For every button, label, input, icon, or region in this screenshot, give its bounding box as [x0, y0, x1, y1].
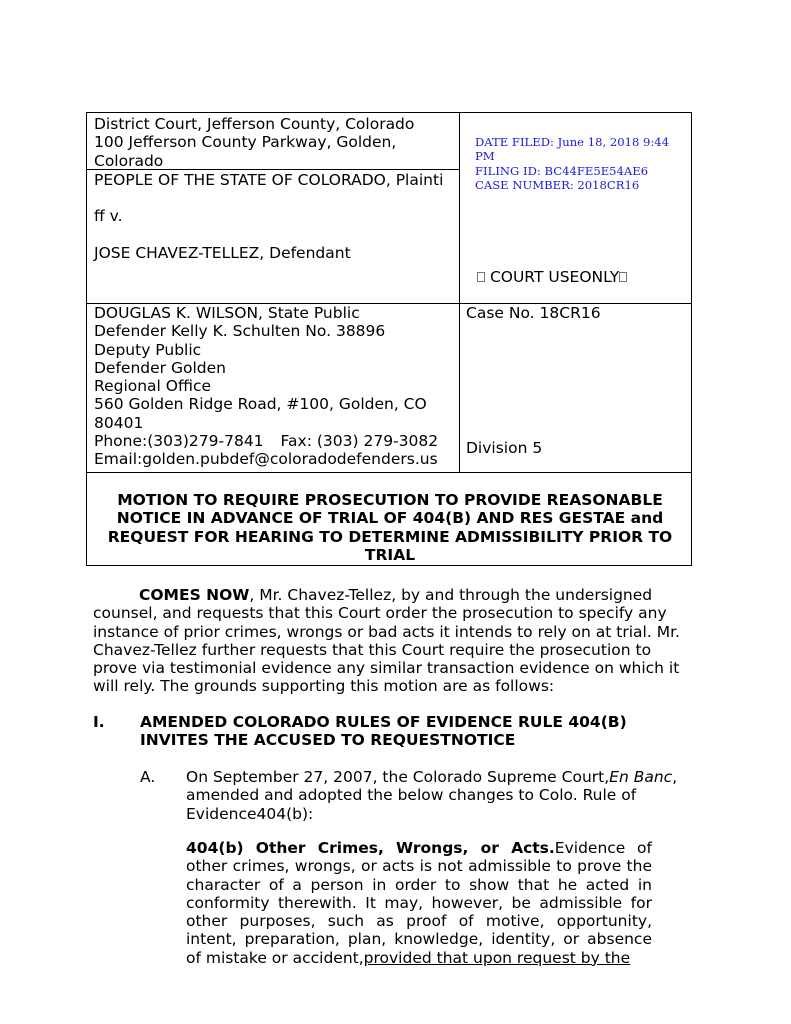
en-banc: En Banc	[609, 768, 673, 786]
court-name: District Court, Jefferson County, Colorado	[94, 115, 415, 133]
counsel-email: Email:golden.pubdef@coloradodefenders.us	[94, 450, 438, 469]
court-use-only-label	[477, 268, 687, 286]
section-title: AMENDED COLORADO RULES OF EVIDENCE RULE 404(B) INVITES THE ACCUSED TO REQUESTNOTICE	[140, 713, 627, 750]
subsection-text-part: On September 27, 2007, the Colorado Supreme Court,	[186, 768, 610, 786]
parties-block	[94, 171, 454, 262]
caption-vertical-divider	[459, 113, 460, 472]
motion-title: MOTION TO REQUIRE PROSECUTION TO PROVIDE REASONABLE NOTICE IN ADVANCE OF TRIAL OF 404(B) AND RES GESTAE and REQUEST FOR HEARING TO DETERMINE ADMISSIBILITY PRIOR TO TRIAL	[107, 491, 673, 564]
case-number: Case No. 18CR16	[466, 304, 601, 322]
defendant: JOSE CHAVEZ-TELLEZ, Defendant	[94, 243, 351, 262]
court-block	[94, 115, 454, 170]
counsel-address: 560 Golden Ridge Road, #100, Golden, CO	[94, 395, 427, 414]
checkbox-glyph-icon	[477, 272, 485, 282]
checkbox-glyph-icon	[619, 272, 627, 282]
versus: ff v.	[94, 207, 123, 226]
rule-text: Evidence of other crimes, wrongs, or acts is not admissible to prove the character of a person in order to show that he acted in conformity therewith. It may, however, be admissible for other purposes, such as proof of motive, opportunity, intent, preparation, plan, knowledge, identity, or absence of mistake or accident,	[186, 839, 652, 967]
case-caption-table	[86, 112, 692, 566]
counsel-line: Defender Kelly K. Schulten No. 38896	[94, 322, 386, 341]
counsel-block	[94, 304, 454, 469]
counsel-zip: 80401	[94, 413, 144, 432]
caption-divider-title	[87, 472, 691, 473]
rule-heading: 404(b) Other Crimes, Wrongs, or Acts.	[186, 839, 555, 857]
subsection-letter: A.	[140, 768, 156, 786]
counsel-contact	[94, 432, 454, 450]
court-address: 100 Jefferson County Parkway, Golden, Colorado	[94, 133, 397, 170]
counsel-line: Defender Golden	[94, 358, 226, 377]
subsection-text-part: , amended and adopted the below changes to Colo. Rule of Evidence404(b):	[186, 768, 678, 823]
division: Division 5	[466, 439, 543, 457]
subsection-text	[186, 768, 686, 823]
filing-stamp	[475, 135, 690, 193]
rule-underlined-text: provided that upon request by the	[363, 948, 631, 967]
counsel-phone: Phone:(303)279-7841	[94, 432, 264, 451]
court-use-only-text: COURT USEONLY	[489, 268, 620, 286]
rule-quote	[186, 839, 652, 967]
counsel-line: Deputy Public	[94, 340, 202, 359]
counsel-fax: Fax: (303) 279-3082	[280, 432, 439, 451]
section-number: I.	[93, 713, 105, 731]
case-number-stamp: CASE NUMBER: 2018CR16	[475, 178, 640, 193]
counsel-line: Regional Office	[94, 377, 212, 396]
intro-text: , Mr. Chavez-Tellez, by and through the undersigned counsel, and requests that this Court order the prosecution to specify any instance of prior crimes, wrongs or bad acts it intends to rely on at trial. Mr. Chavez-Tellez further requests that this Court require the prosecution to prove via testimonial evidence any similar transaction evidence on which it will rely. The grounds supporting this motion are as follows:	[93, 586, 680, 696]
plaintiff: PEOPLE OF THE STATE OF COLORADO, Plainti	[94, 171, 444, 189]
date-filed: DATE FILED: June 18, 2018 9:44 PM	[475, 135, 670, 164]
filing-id: FILING ID: BC44FE5E54AE6	[475, 163, 649, 178]
intro-lead: COMES NOW	[139, 586, 250, 604]
counsel-line: DOUGLAS K. WILSON, State Public	[94, 304, 360, 322]
intro-paragraph	[93, 586, 693, 696]
